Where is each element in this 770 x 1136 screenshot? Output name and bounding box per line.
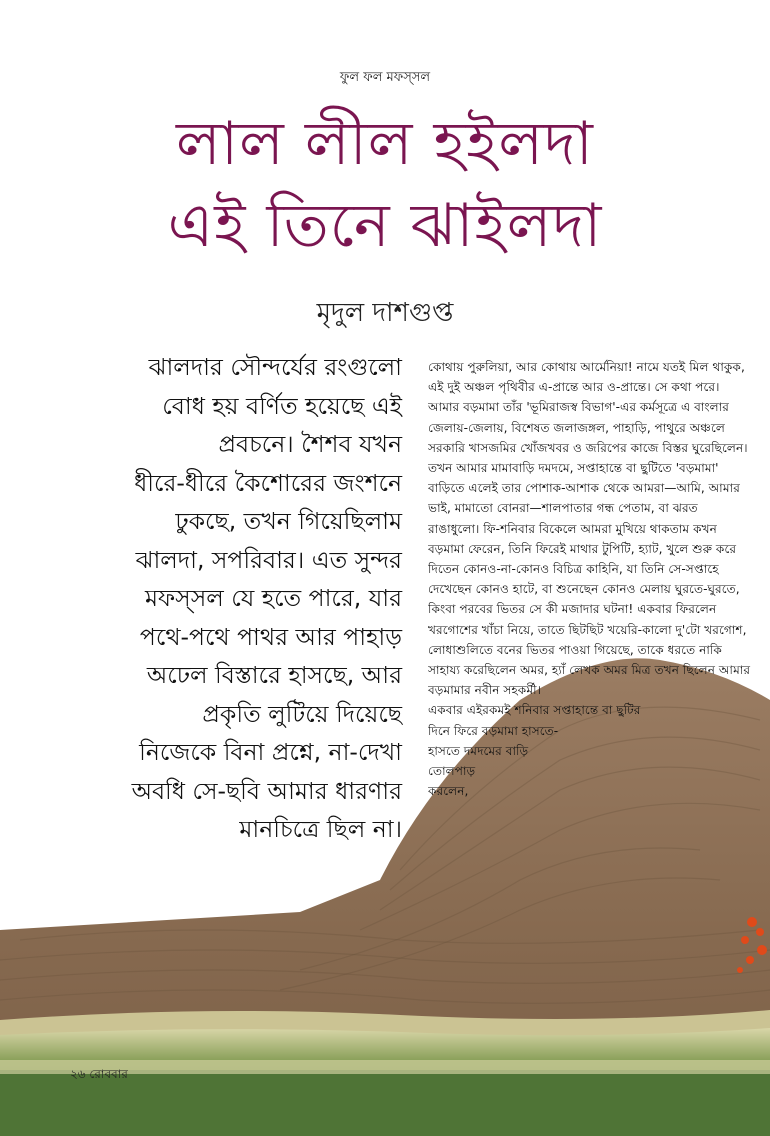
body-line: এই দুই অঞ্চল পৃথিবীর এ-প্রান্তে আর ও-প্রান্তে। সে কথা পরে। (428, 380, 720, 395)
lead-line: মফস্‌সল যে হতে পারে, যার (144, 584, 402, 612)
lead-line: ঢুকছে, তখন গিয়েছিলাম (175, 507, 402, 535)
lead-line: প্রকৃতি লুটিয়ে দিয়েছে (202, 699, 402, 728)
body-line: ভাই, মামাতো বোনরা—শালপাতার গন্ধ পেতাম, বা ঝরত (428, 501, 698, 516)
lead-line: ধীরে-ধীরে কৈশোরের জংশনে (134, 468, 402, 497)
body-line: একবার এইরকমই শনিবার সপ্তাহান্তে বা ছুটির (428, 703, 641, 718)
lead-line: ঝালদা, সপরিবার। এত সুন্দর (135, 545, 402, 574)
lead-line: প্রবচনে। শৈশব যখন (218, 430, 402, 458)
body-line: রাঙাধুলো। ফি-শনিবার বিকেলে আমরা মুখিয়ে থাকতাম কখন (428, 521, 717, 536)
title-line-1: লাল লীল হইলদা (176, 109, 594, 179)
body-line: সাহায্য করেছিলেন অমর, হ্যাঁ লেখক অমর মিত্র তখন ছিলেন আমার (428, 663, 751, 678)
author-byline: মৃদুল দাশগুপ্ত (316, 298, 454, 328)
lead-paragraph (60, 348, 402, 849)
section-label: ফুল ফল মফস্‌সল (339, 70, 431, 85)
body-line: কিংবা পরবের ভিতর সে কী মজাদার ঘটনা! একবার ফিরলেন (428, 602, 717, 617)
body-line: বাড়িতে এলেই তার পোশাক-আশাক থেকে আমরা—আমি, আমার (428, 481, 740, 496)
lead-line: পথে-পথে পাথর আর পাহাড় (139, 622, 402, 651)
lead-line: মানচিত্রে ছিল না। (239, 815, 402, 843)
lead-line: বোধ হয় বর্ণিত হয়েছে এই (162, 391, 402, 420)
body-line: দিনে ফিরে বড়মামা হাসতে- (428, 723, 559, 738)
body-line: দেখেছেন কোনও হাটে, বা শুনেছেন কোনও মেলায় ঘুরতে-ঘুরতে, (428, 582, 740, 597)
body-line: জেলায়-জেলায়, বিশেষত জলাজঙ্গল, পাহাড়ি, পাথুরে অঞ্চলে (428, 420, 725, 435)
body-line: তোলপাড় (428, 764, 476, 779)
body-line: দিতেন কোনও-না-কোনও বিচিত্র কাহিনি, যা তিনি সে-সপ্তাহে (428, 562, 719, 577)
lead-line: অঢেল বিস্তারে হাসছে, আর (146, 661, 402, 689)
page-folio: ২৬ রোববার (70, 1067, 128, 1081)
body-line: করলেন, (428, 784, 469, 799)
body-line: হাসতে দমদমের বাড়ি (428, 743, 529, 758)
body-line: সরকারি খাসজমির খোঁজখবর ও জরিপের কাজে বিস্তর ঘুরেছিলেন। (428, 440, 748, 455)
body-line: বড়মামা ফেরেন, তিনি ফিরেই মাথার টুপিটি, হ্যাট, খুলে শুরু করে (428, 541, 737, 556)
lead-line: ঝালদার সৌন্দর্যের রংগুলো (148, 353, 402, 381)
body-line: বড়মামার নবীন সহকর্মী। (428, 683, 541, 698)
body-line: খরগোশের খাঁচা নিয়ে, তাতে ছিটছিট খয়েরি-কালো দু'টো খরগোশ, (428, 622, 747, 637)
lead-line: নিজেকে বিনা প্রশ্নে, না-দেখা (139, 738, 402, 766)
body-line: আমার বড়মামা তাঁর 'ভূমিরাজস্ব বিভাগ'-এর কর্মসূত্রে এ বাংলার (428, 400, 729, 415)
body-line: তখন আমার মামাবাড়ি দমদমে, সপ্তাহান্তে বা ছুটিতে 'বড়মামা' (428, 461, 719, 476)
body-column (428, 357, 766, 801)
body-line: কোথায় পুরুলিয়া, আর কোথায় আর্মেনিয়া! নামে যতই মিল থাকুক, (428, 360, 745, 374)
body-line: লোধাশুলিতে বনের ভিতর পাওয়া গিয়েছে, তাকে ধরতে নাকি (428, 642, 722, 657)
title-line-2: এই তিনে ঝাইলদা (167, 191, 603, 261)
lead-line: অবধি সে-ছবি আমার ধারণার (131, 776, 402, 805)
